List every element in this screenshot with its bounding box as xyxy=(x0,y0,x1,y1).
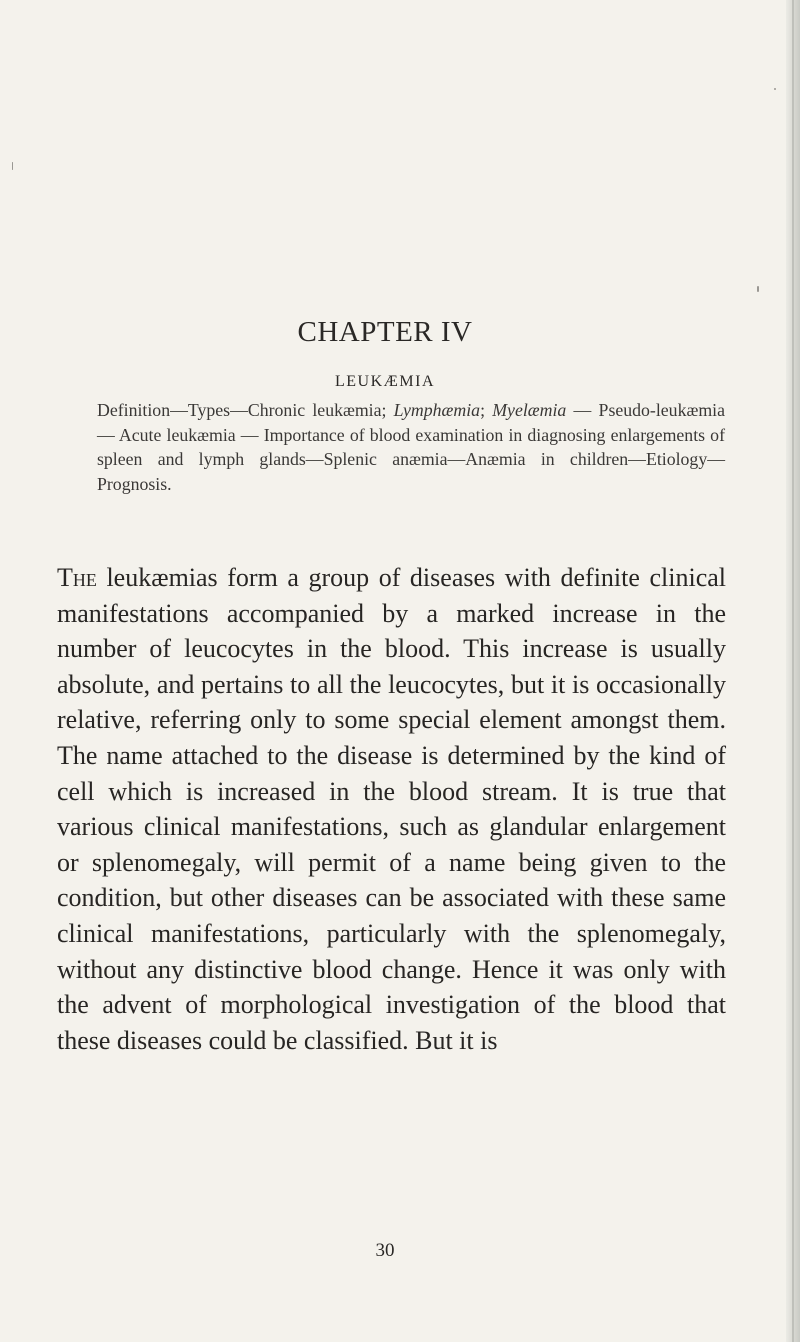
synopsis-term-myelaemia: Myelæmia xyxy=(492,400,567,420)
chapter-synopsis xyxy=(97,398,725,496)
paper-speck xyxy=(757,286,759,292)
paper-speck xyxy=(12,162,13,170)
synopsis-term-lymphaemia: Lymphæmia xyxy=(393,400,481,420)
paper-speck xyxy=(774,88,776,90)
opening-word: The xyxy=(57,563,97,592)
page-number: 30 xyxy=(375,1240,395,1261)
synopsis-text-start: Definition—Types—Chronic leukæmia; xyxy=(97,400,394,420)
page-edge-line xyxy=(792,0,794,1342)
section-title: LEUKÆMIA xyxy=(335,373,435,390)
body-paragraph-text: leukæmias form a group of diseases with definite clinical manifestations accompanied by a marked increase in the number of leucocytes in the blood. This increase is usually absolute, and pertains to all the leucocytes, but it is occasionally relative, referring only to some special element amongst them. The name attached to the disease is determined by the kind of cell which is increased in the blood stream. It is true that various clinical manifestations, such as glandular enlargement or splenomegaly, will permit of a name being given to the condition, but other diseases can be associated with these same clinical manifestations, particularly with the splenomegaly, without any distinctive blood change. Hence it was only with the advent of morphological investigation of the blood that these diseases could be classified. But it is xyxy=(57,563,726,1055)
synopsis-text-end: — Pseudo-leukæmia — Acute leukæmia — Importance of blood examination in diagnosing enlargements of spleen and lymph glands—Splenic anæmia—Anæmia in children—Etiology—Prognosis. xyxy=(97,400,725,494)
body-paragraph xyxy=(57,560,726,1058)
synopsis-separator: ; xyxy=(480,400,493,420)
chapter-title: CHAPTER IV xyxy=(297,316,473,348)
